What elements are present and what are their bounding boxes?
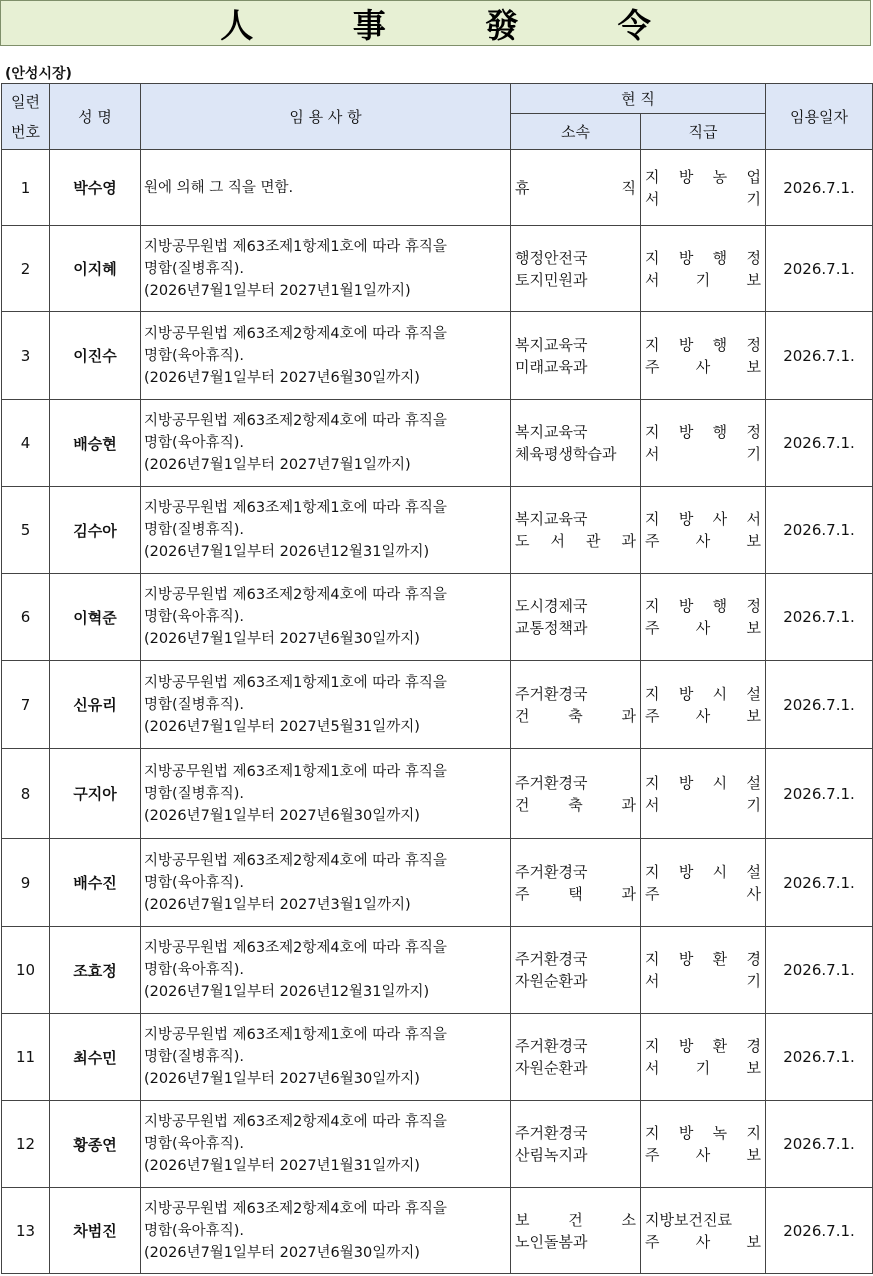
row-appointment <box>141 1188 511 1274</box>
department-line: 주거환경국 <box>515 1037 588 1055</box>
appointment-line: 지방공무원법 제63조제2항제4호에 따라 휴직을 <box>144 413 447 429</box>
row-appointment <box>141 400 511 487</box>
organization-label: (안성시장) <box>5 66 72 82</box>
row-appointment <box>141 1014 511 1101</box>
department-line: 주거환경국 <box>515 684 588 703</box>
row-date: 2026.7.1. <box>766 574 873 661</box>
row-name: 김수아 <box>50 487 141 574</box>
row-department <box>511 400 641 487</box>
rank-line: 서 기 <box>645 445 761 463</box>
header-department: 소속 <box>511 114 641 150</box>
row-date: 2026.7.1. <box>766 226 873 312</box>
appointment-line: 지방공무원법 제63조제1항제1호에 따라 휴직을 <box>144 500 447 516</box>
row-date: 2026.7.1. <box>766 150 873 226</box>
row-rank <box>641 1188 766 1274</box>
rank-line: 지 방 행 정 <box>645 597 761 615</box>
row-appointment <box>141 839 511 927</box>
rank-line: 지 방 환 경 <box>645 1037 761 1055</box>
department-line: 휴 직 <box>515 178 636 197</box>
row-name: 이지혜 <box>50 226 141 312</box>
table-row <box>2 749 873 839</box>
table-row <box>2 226 873 312</box>
appointment-line: (2026년7월1일부터 2026년12월31일까지) <box>144 984 430 1000</box>
appointment-line: 명함(육아휴직). <box>144 435 244 451</box>
table-body <box>2 150 873 1274</box>
table-row <box>2 927 873 1014</box>
row-rank <box>641 226 766 312</box>
department-line: 복지교육국 <box>515 423 588 441</box>
row-date: 2026.7.1. <box>766 927 873 1014</box>
row-department <box>511 661 641 749</box>
header-serial-line1: 일련 <box>11 92 40 111</box>
department-line: 복지교육국 <box>515 510 588 528</box>
row-date: 2026.7.1. <box>766 839 873 927</box>
rank-line: 서 기 보 <box>645 270 761 289</box>
appointment-line: (2026년7월1일부터 2027년6월30일까지) <box>144 807 420 824</box>
row-department <box>511 927 641 1014</box>
rank-line: 서 기 <box>645 189 761 208</box>
row-name: 이혁준 <box>50 574 141 661</box>
row-date: 2026.7.1. <box>766 400 873 487</box>
row-appointment <box>141 226 511 312</box>
row-name: 신유리 <box>50 661 141 749</box>
table-row <box>2 1188 873 1274</box>
rank-line: 지 방 행 정 <box>645 335 761 354</box>
row-name: 박수영 <box>50 150 141 226</box>
department-line: 교통정책과 <box>515 619 588 637</box>
department-line: 노인돌봄과 <box>515 1232 588 1251</box>
document-title: 人 事 發 令 <box>220 5 695 45</box>
row-department <box>511 839 641 927</box>
row-rank <box>641 487 766 574</box>
appointment-line: 명함(육아휴직). <box>144 1222 244 1239</box>
row-number: 7 <box>2 661 50 749</box>
row-number: 6 <box>2 574 50 661</box>
appointment-line: (2026년7월1일부터 2027년5월31일까지) <box>144 718 420 735</box>
row-number: 3 <box>2 312 50 400</box>
row-rank <box>641 839 766 927</box>
row-department <box>511 226 641 312</box>
rank-line: 주 사 보 <box>645 1146 761 1164</box>
header-row-1 <box>2 84 873 114</box>
row-department <box>511 312 641 400</box>
row-rank <box>641 574 766 661</box>
department-line: 도 서 관 과 <box>515 532 636 550</box>
department-line: 주거환경국 <box>515 773 588 792</box>
appointment-line: 명함(육아휴직). <box>144 962 244 978</box>
table-row <box>2 574 873 661</box>
row-name: 차범진 <box>50 1188 141 1274</box>
row-department <box>511 749 641 839</box>
appointment-line: (2026년7월1일부터 2027년3월1일까지) <box>144 896 411 913</box>
rank-line: 서 기 보 <box>645 1059 761 1077</box>
row-rank <box>641 1014 766 1101</box>
rank-line: 서 기 <box>645 795 761 814</box>
header-rank: 직급 <box>641 114 766 150</box>
appointment-line: 명함(육아휴직). <box>144 1136 244 1152</box>
department-line: 주거환경국 <box>515 1124 588 1142</box>
row-rank <box>641 661 766 749</box>
row-appointment <box>141 1101 511 1188</box>
appointment-line: 지방공무원법 제63조제2항제4호에 따라 휴직을 <box>144 1114 447 1130</box>
row-date: 2026.7.1. <box>766 1014 873 1101</box>
title-bar <box>0 0 871 46</box>
row-rank <box>641 312 766 400</box>
header-current-position: 현 직 <box>511 84 766 114</box>
rank-line: 지 방 녹 지 <box>645 1124 761 1142</box>
row-name: 배수진 <box>50 839 141 927</box>
appointment-line: 지방공무원법 제63조제2항제4호에 따라 휴직을 <box>144 940 447 956</box>
row-date: 2026.7.1. <box>766 1188 873 1274</box>
header-serial <box>2 84 50 150</box>
appointment-line: 지방공무원법 제63조제1항제1호에 따라 휴직을 <box>144 674 447 691</box>
rank-line: 지 방 행 정 <box>645 423 761 441</box>
appointment-line: 지방공무원법 제63조제2항제4호에 따라 휴직을 <box>144 587 447 603</box>
department-line: 도시경제국 <box>515 597 588 615</box>
row-number: 13 <box>2 1188 50 1274</box>
appointment-line: (2026년7월1일부터 2027년1월1일까지) <box>144 282 411 299</box>
row-appointment <box>141 927 511 1014</box>
row-number: 5 <box>2 487 50 574</box>
table-row <box>2 1014 873 1101</box>
row-name: 구지아 <box>50 749 141 839</box>
rank-line: 지 방 행 정 <box>645 248 761 267</box>
row-number: 4 <box>2 400 50 487</box>
department-line: 건 축 과 <box>515 795 636 814</box>
department-line: 보 건 소 <box>515 1210 636 1229</box>
appointment-line: 명함(육아휴직). <box>144 347 244 364</box>
personnel-table <box>1 83 873 1274</box>
row-department <box>511 1188 641 1274</box>
table-row <box>2 400 873 487</box>
row-rank <box>641 927 766 1014</box>
row-name: 최수민 <box>50 1014 141 1101</box>
rank-line: 주 사 보 <box>645 357 761 376</box>
rank-line: 지 방 환 경 <box>645 950 761 968</box>
department-line: 미래교육과 <box>515 357 588 376</box>
row-number: 9 <box>2 839 50 927</box>
header-appointment: 임 용 사 항 <box>141 84 511 150</box>
appointment-line: 명함(질병휴직). <box>144 260 244 277</box>
row-number: 12 <box>2 1101 50 1188</box>
appointment-line: (2026년7월1일부터 2027년6월30일까지) <box>144 369 420 386</box>
rank-line: 지 방 사 서 <box>645 510 761 528</box>
row-number: 11 <box>2 1014 50 1101</box>
header-date: 임용일자 <box>766 84 873 150</box>
row-number: 10 <box>2 927 50 1014</box>
appointment-line: 명함(질병휴직). <box>144 1049 244 1065</box>
row-appointment <box>141 661 511 749</box>
rank-line: 지방보건진료 <box>645 1210 732 1229</box>
department-line: 행정안전국 <box>515 248 588 267</box>
row-rank <box>641 150 766 226</box>
row-department <box>511 150 641 226</box>
rank-line: 주 사 보 <box>645 706 761 725</box>
table-row <box>2 487 873 574</box>
row-name: 배승현 <box>50 400 141 487</box>
row-rank <box>641 1101 766 1188</box>
rank-line: 서 기 <box>645 972 761 990</box>
appointment-line: 지방공무원법 제63조제1항제1호에 따라 휴직을 <box>144 1027 447 1043</box>
appointment-line: 지방공무원법 제63조제2항제4호에 따라 휴직을 <box>144 852 447 869</box>
department-line: 주거환경국 <box>515 950 588 968</box>
row-rank <box>641 749 766 839</box>
row-appointment <box>141 487 511 574</box>
row-date: 2026.7.1. <box>766 661 873 749</box>
row-date: 2026.7.1. <box>766 749 873 839</box>
department-line: 자원순환과 <box>515 972 588 990</box>
row-department <box>511 1014 641 1101</box>
rank-line: 주 사 보 <box>645 619 761 637</box>
row-department <box>511 574 641 661</box>
row-date: 2026.7.1. <box>766 487 873 574</box>
appointment-line: 명함(육아휴직). <box>144 609 244 625</box>
row-appointment <box>141 574 511 661</box>
table-row <box>2 1101 873 1188</box>
appointment-line: 지방공무원법 제63조제2항제4호에 따라 휴직을 <box>144 325 447 342</box>
department-line: 산림녹지과 <box>515 1146 588 1164</box>
row-date: 2026.7.1. <box>766 312 873 400</box>
department-line: 토지민원과 <box>515 270 588 289</box>
header-serial-line2: 번호 <box>11 122 40 141</box>
rank-line: 지 방 시 설 <box>645 773 761 792</box>
row-name: 조효정 <box>50 927 141 1014</box>
table-row <box>2 312 873 400</box>
department-line: 건 축 과 <box>515 706 636 725</box>
appointment-line: 원에 의해 그 직을 면함. <box>144 179 294 196</box>
rank-line: 주 사 보 <box>645 532 761 550</box>
row-appointment <box>141 312 511 400</box>
appointment-line: (2026년7월1일부터 2027년7월1일까지) <box>144 457 411 473</box>
appointment-line: 지방공무원법 제63조제1항제1호에 따라 휴직을 <box>144 763 447 780</box>
rank-line: 지 방 시 설 <box>645 684 761 703</box>
row-name: 황종연 <box>50 1101 141 1188</box>
appointment-line: 명함(육아휴직). <box>144 874 244 891</box>
row-name: 이진수 <box>50 312 141 400</box>
department-line: 자원순환과 <box>515 1059 588 1077</box>
appointment-line: 지방공무원법 제63조제1항제1호에 따라 휴직을 <box>144 238 447 255</box>
rank-line: 주 사 <box>645 884 761 903</box>
department-line: 주 택 과 <box>515 884 636 903</box>
row-number: 1 <box>2 150 50 226</box>
row-appointment <box>141 749 511 839</box>
row-number: 8 <box>2 749 50 839</box>
row-rank <box>641 400 766 487</box>
row-appointment <box>141 150 511 226</box>
appointment-line: (2026년7월1일부터 2027년6월30일까지) <box>144 631 420 647</box>
department-line: 주거환경국 <box>515 862 588 881</box>
row-number: 2 <box>2 226 50 312</box>
appointment-line: 명함(질병휴직). <box>144 696 244 713</box>
table-row <box>2 150 873 226</box>
rank-line: 주 사 보 <box>645 1232 761 1251</box>
rank-line: 지 방 시 설 <box>645 862 761 881</box>
table-row <box>2 839 873 927</box>
appointment-line: 지방공무원법 제63조제2항제4호에 따라 휴직을 <box>144 1200 447 1217</box>
appointment-line: (2026년7월1일부터 2027년6월30일까지) <box>144 1244 420 1261</box>
department-line: 복지교육국 <box>515 335 588 354</box>
appointment-line: (2026년7월1일부터 2026년12월31일까지) <box>144 544 430 560</box>
row-date: 2026.7.1. <box>766 1101 873 1188</box>
table-row <box>2 661 873 749</box>
row-department <box>511 1101 641 1188</box>
rank-line: 지 방 농 업 <box>645 167 761 186</box>
department-line: 체육평생학습과 <box>515 445 617 463</box>
appointment-line: (2026년7월1일부터 2027년1월31일까지) <box>144 1158 420 1174</box>
appointment-line: 명함(질병휴직). <box>144 522 244 538</box>
row-department <box>511 487 641 574</box>
appointment-line: (2026년7월1일부터 2027년6월30일까지) <box>144 1071 420 1087</box>
appointment-line: 명함(질병휴직). <box>144 785 244 802</box>
header-name: 성 명 <box>50 84 141 150</box>
